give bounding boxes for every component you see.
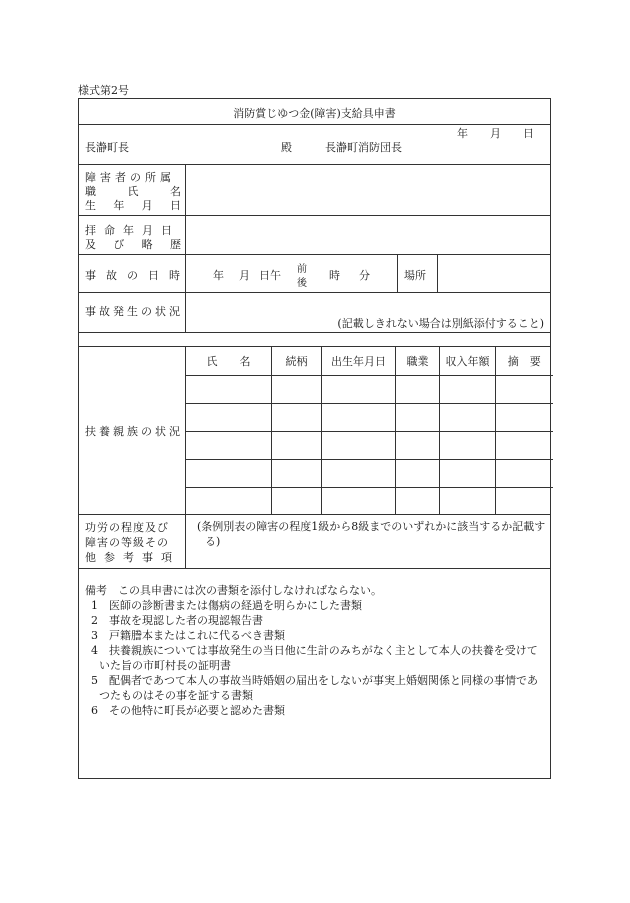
list-item: 6 その他特に町長が必要と認めた書類 <box>91 704 285 717</box>
accident-place-label: 場所 <box>404 269 426 282</box>
cell-remarks <box>496 487 553 515</box>
date-month: 月 <box>490 127 501 140</box>
cell-income <box>440 487 496 515</box>
header-relation: 続柄 <box>272 347 322 375</box>
cell-income <box>440 375 496 403</box>
cell-occupation <box>396 431 440 459</box>
accident-situation-row <box>79 293 550 333</box>
label-birth-char-2: 年 <box>113 199 125 212</box>
label-birth-char-1: 生 <box>85 199 96 212</box>
cell-relation <box>272 403 322 431</box>
cell-relation <box>272 375 322 403</box>
date-year: 年 <box>457 127 468 140</box>
appointment-row <box>79 216 550 255</box>
header-birthdate: 出生年月日 <box>322 347 396 375</box>
cell-relation <box>272 487 322 515</box>
remarks-head: 備考 この具申書には次の書類を添付しなければならない。 <box>85 584 382 597</box>
cell-remarks <box>496 403 553 431</box>
accident-pm: 後 <box>297 278 307 289</box>
accident-am: 前 <box>297 264 307 275</box>
header-remarks: 摘 要 <box>496 347 553 375</box>
cell-birthdate <box>322 375 396 403</box>
table-row <box>186 403 553 431</box>
cell-income <box>440 431 496 459</box>
list-item: 4 扶養親族については事故発生の当日他に生計のみちがなく主として本人の扶養を受けていた旨の市町村長の証明書 <box>91 644 538 672</box>
label-divider <box>185 165 186 215</box>
label-birth-char-4: 日 <box>169 199 181 212</box>
accident-date-row <box>79 255 550 293</box>
label-history <box>85 236 181 252</box>
cell-name <box>186 459 272 487</box>
cell-occupation <box>396 403 440 431</box>
spacer-row <box>79 333 550 347</box>
cell-relation <box>272 431 322 459</box>
accident-month: 月 <box>239 269 250 282</box>
cell-relation <box>272 459 322 487</box>
label-accident-situation: 事故発生の状況 <box>85 305 183 318</box>
cell-birthdate <box>322 459 396 487</box>
cell-income <box>440 459 496 487</box>
cell-name <box>186 431 272 459</box>
label-divider <box>185 515 186 568</box>
date-day: 日 <box>523 127 534 140</box>
label-history-char-2: び <box>113 238 125 251</box>
addressee-row <box>79 125 550 165</box>
dependents-header-row <box>186 347 553 375</box>
addressee-to: 長瀞町長 <box>85 141 129 154</box>
label-divider <box>185 216 186 254</box>
label-dependents: 扶養親族の状況 <box>85 425 183 438</box>
list-item: 3 戸籍謄本またはこれに代るべき書類 <box>91 629 285 642</box>
accident-year: 年 <box>213 269 224 282</box>
label-accident-date: 事故の日時 <box>85 269 190 282</box>
addressee-from: 長瀞町消防団長 <box>325 141 402 154</box>
table-row <box>186 375 553 403</box>
situation-note: (記載しきれない場合は別紙添付すること) <box>337 317 544 330</box>
label-history-char-1: 及 <box>85 238 96 251</box>
cell-birthdate <box>322 487 396 515</box>
label-divider <box>185 293 186 332</box>
label-merit-2: 障害の等級その <box>85 536 169 549</box>
dependents-section <box>79 347 550 515</box>
label-name-char-1: 氏 <box>127 185 139 198</box>
form-number: 様式第2号 <box>78 84 129 97</box>
label-birth <box>85 197 181 213</box>
label-history-char-4: 歴 <box>169 238 181 251</box>
title-row <box>79 99 550 125</box>
table-row <box>186 459 553 487</box>
place-divider-right <box>437 255 438 292</box>
label-merit-1: 功労の程度及び <box>85 521 169 534</box>
label-appointment: 拝命年月日 <box>85 224 180 237</box>
cell-birthdate <box>322 403 396 431</box>
label-merit-3: 他参考事項 <box>85 551 180 564</box>
cell-occupation <box>396 375 440 403</box>
cell-name <box>186 403 272 431</box>
remarks-section <box>79 569 550 778</box>
label-affiliation: 障害者の所属 <box>85 171 175 184</box>
cell-occupation <box>396 487 440 515</box>
header-name: 氏 名 <box>186 347 272 375</box>
cell-remarks <box>496 459 553 487</box>
form-title: 消防賞じゆつ金(障害)支給具申書 <box>233 107 396 120</box>
cell-income <box>440 403 496 431</box>
list-item: 1 医師の診断書または傷病の経過を明らかにした書類 <box>91 599 362 612</box>
list-item: 2 事故を現認した者の現認報告書 <box>91 614 263 627</box>
label-name-char-2: 名 <box>170 185 181 198</box>
cell-name <box>186 375 272 403</box>
person-row <box>79 165 550 216</box>
label-position-char: 職 <box>85 185 96 198</box>
place-divider-left <box>397 255 398 292</box>
addressee-honorific: 殿 <box>281 141 292 154</box>
label-birth-char-3: 月 <box>141 199 153 212</box>
dependents-table <box>185 347 553 515</box>
application-form <box>78 98 551 779</box>
cell-occupation <box>396 459 440 487</box>
cell-remarks <box>496 431 553 459</box>
label-history-char-3: 略 <box>141 238 153 251</box>
cell-birthdate <box>322 431 396 459</box>
cell-remarks <box>496 375 553 403</box>
merit-row <box>79 515 550 569</box>
accident-minute: 分 <box>359 269 370 282</box>
table-row <box>186 487 553 515</box>
cell-name <box>186 487 272 515</box>
merit-note: (条例別表の障害の程度1級から8級までのいずれかに該当するか記載する) <box>197 520 546 548</box>
remarks-list <box>85 583 546 718</box>
table-row <box>186 431 553 459</box>
header-income: 収入年額 <box>440 347 496 375</box>
accident-day: 日午 <box>259 269 281 282</box>
accident-hour: 時 <box>329 269 340 282</box>
list-item: 5 配偶者であつて本人の事故当時婚姻の届出をしないが事実上婚姻関係と同様の事情であつたものはその事を証する書類 <box>91 674 538 702</box>
header-occupation: 職業 <box>396 347 440 375</box>
